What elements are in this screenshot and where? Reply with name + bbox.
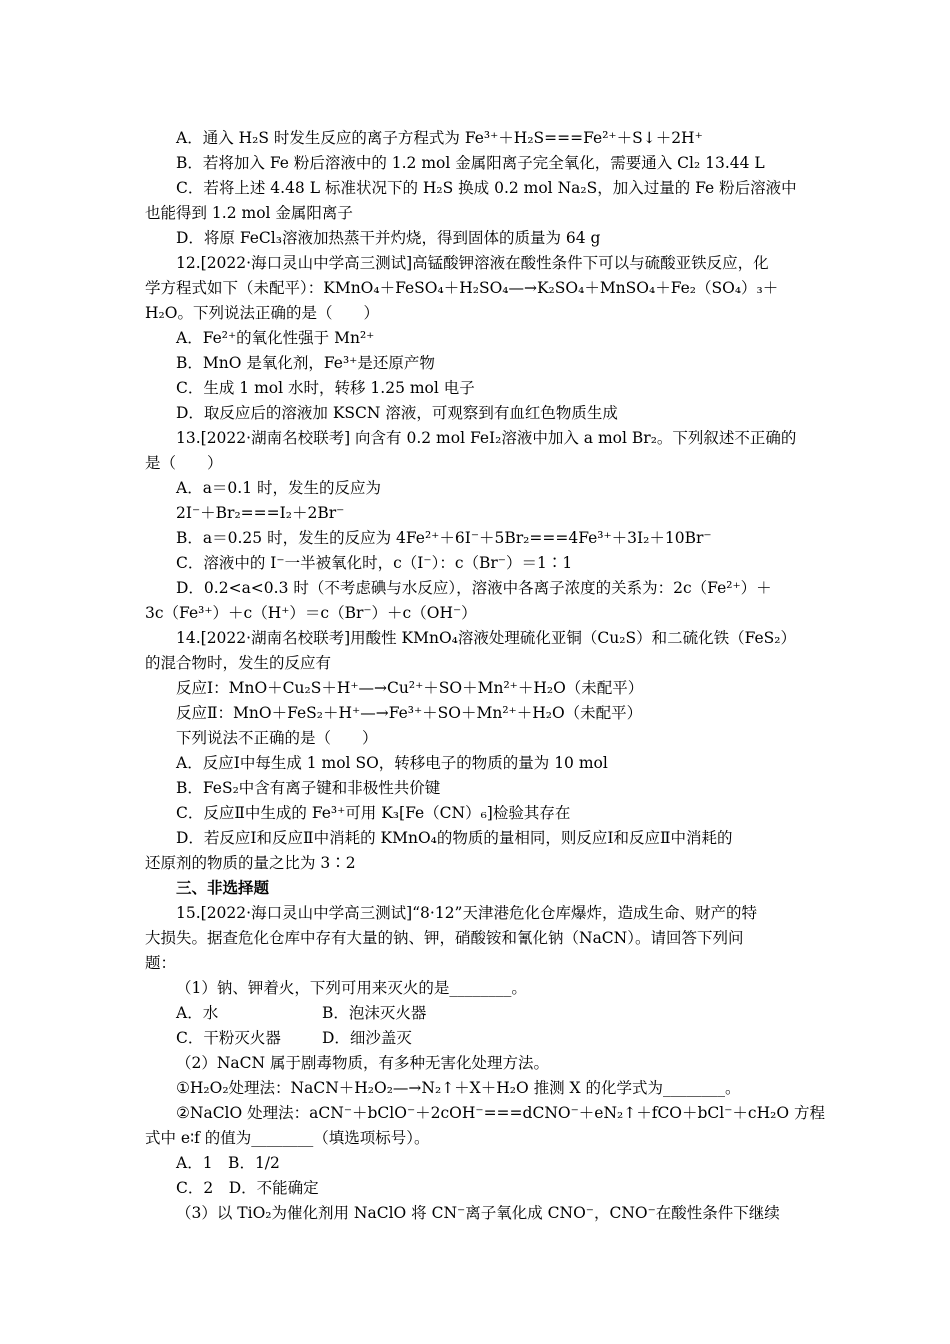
option-c: C．干粉灭火器 <box>176 1029 281 1047</box>
method-naclo: ②NaClO 处理法：aCN⁻＋bClO⁻＋2cOH⁻===dCNO⁻＋eN₂↑＋fCO＋bCl⁻＋cH₂O 方程 <box>176 1104 825 1122</box>
option-b: B．a＝0.25 时，发生的反应为 4Fe²⁺＋6I⁻＋5Br₂===4Fe³⁺＋3I₂＋10Br⁻ <box>176 529 712 547</box>
question-14: 14.[2022·湖南名校联考]用酸性 KMnO₄溶液处理硫化亚铜（Cu₂S）和二硫化铁（FeS₂） <box>176 629 796 647</box>
reaction-2: 反应Ⅱ：MnO＋FeS₂＋H⁺—→Fe³⁺＋SO＋Mn²⁺＋H₂O（未配平） <box>176 704 643 722</box>
text-line: 大损失。据查危化仓库中存有大量的钠、钾，硝酸铵和氰化钠（NaCN）。请回答下列问 <box>145 929 744 947</box>
question-15: 15.[2022·海口灵山中学高三测试]“8·12”天津港危化仓库爆炸，造成生命、财产的特 <box>176 904 757 922</box>
option-c: C．反应Ⅱ中生成的 Fe³⁺可用 K₃[Fe（CN）₆]检验其存在 <box>176 804 571 822</box>
text-line: 的混合物时，发生的反应有 <box>145 654 332 672</box>
reaction-1: 反应Ⅰ：MnO＋Cu₂S＋H⁺—→Cu²⁺＋SO＋Mn²⁺＋H₂O（未配平） <box>176 679 644 697</box>
question-13: 13.[2022·湖南名校联考] 向含有 0.2 mol FeI₂溶液中加入 a mol Br₂。下列叙述不正确的 <box>176 429 797 447</box>
option-b: B．FeS₂中含有离子键和非极性共价键 <box>176 779 441 797</box>
text-line: 3c（Fe³⁺）＋c（H⁺）＝c（Br⁻）＋c（OH⁻） <box>145 604 477 622</box>
text-line: 还原剂的物质的量之比为 3∶2 <box>145 854 356 872</box>
option-b: B．MnO 是氧化剂，Fe³⁺是还原产物 <box>176 354 435 372</box>
sub-question-2: （2）NaCN 属于剧毒物质，有多种无害化处理方法。 <box>176 1054 550 1072</box>
text-line: 式中 e∶f 的值为________（填选项标号）。 <box>145 1129 430 1147</box>
text-line: 也能得到 1.2 mol 金属阳离子 <box>145 204 353 222</box>
option-a: A．Fe²⁺的氧化性强于 Mn²⁺ <box>176 329 375 347</box>
sub-question-1: （1）钠、钾着火，下列可用来灭火的是________。 <box>176 979 527 997</box>
option-c: C．溶液中的 I⁻一半被氧化时，c（I⁻）：c（Br⁻）＝1∶1 <box>176 554 573 572</box>
option-row <box>176 1027 776 1049</box>
option-c: C．生成 1 mol 水时，转移 1.25 mol 电子 <box>176 379 475 397</box>
option-b: B．泡沫灭火器 <box>322 1004 427 1022</box>
question-12: 12.[2022·海口灵山中学高三测试]高锰酸钾溶液在酸性条件下可以与硫酸亚铁反应，化 <box>176 254 769 272</box>
option-d: D．细沙盖灭 <box>322 1029 412 1047</box>
option-row: A．1 B．1/2 <box>176 1154 280 1172</box>
section-heading: 三、非选择题 <box>176 878 270 897</box>
option-d: D．取反应后的溶液加 KSCN 溶液，可观察到有血红色物质生成 <box>176 404 618 422</box>
sub-question-3: （3）以 TiO₂为催化剂用 NaClO 将 CN⁻离子氧化成 CNO⁻，CNO⁻在酸性条件下继续 <box>176 1204 780 1222</box>
option-a: A．水 <box>176 1004 219 1022</box>
text-line: 学方程式如下（未配平）：KMnO₄＋FeSO₄＋H₂SO₄—→K₂SO₄＋MnSO₄＋Fe₂（SO₄）₃＋ <box>145 279 779 297</box>
text-line: A．通入 H₂S 时发生反应的离子方程式为 Fe³⁺＋H₂S===Fe²⁺＋S↓＋2H⁺ <box>176 129 703 147</box>
text-line: 题： <box>145 954 177 972</box>
text-line: D．将原 FeCl₃溶液加热蒸干并灼烧，得到固体的质量为 64 g <box>176 229 601 247</box>
equation-line: 2I⁻＋Br₂===I₂＋2Br⁻ <box>176 504 345 522</box>
method-h2o2: ①H₂O₂处理法：NaCN＋H₂O₂—→N₂↑＋X＋H₂O 推测 X 的化学式为________。 <box>176 1079 741 1097</box>
option-a: A．a＝0.1 时，发生的反应为 <box>176 479 382 497</box>
option-row <box>176 1002 776 1024</box>
option-row: C．2 D．不能确定 <box>176 1179 319 1197</box>
text-line: 下列说法不正确的是（ ） <box>176 729 378 747</box>
option-a: A．反应Ⅰ中每生成 1 mol SO，转移电子的物质的量为 10 mol <box>176 754 608 772</box>
option-d: D．若反应Ⅰ和反应Ⅱ中消耗的 KMnO₄的物质的量相同，则反应Ⅰ和反应Ⅱ中消耗的 <box>176 829 733 847</box>
text-line: C．若将上述 4.48 L 标准状况下的 H₂S 换成 0.2 mol Na₂S，加入过量的 Fe 粉后溶液中 <box>176 179 797 197</box>
text-line: 是（ ） <box>145 454 223 472</box>
option-d: D．0.2<a<0.3 时（不考虑碘与水反应），溶液中各离子浓度的关系为：2c（Fe²⁺）＋ <box>176 579 772 597</box>
text-line: B．若将加入 Fe 粉后溶液中的 1.2 mol 金属阳离子完全氧化，需要通入 Cl₂ 13.44 L <box>176 154 765 172</box>
text-line: H₂O。下列说法正确的是（ ） <box>145 304 379 322</box>
